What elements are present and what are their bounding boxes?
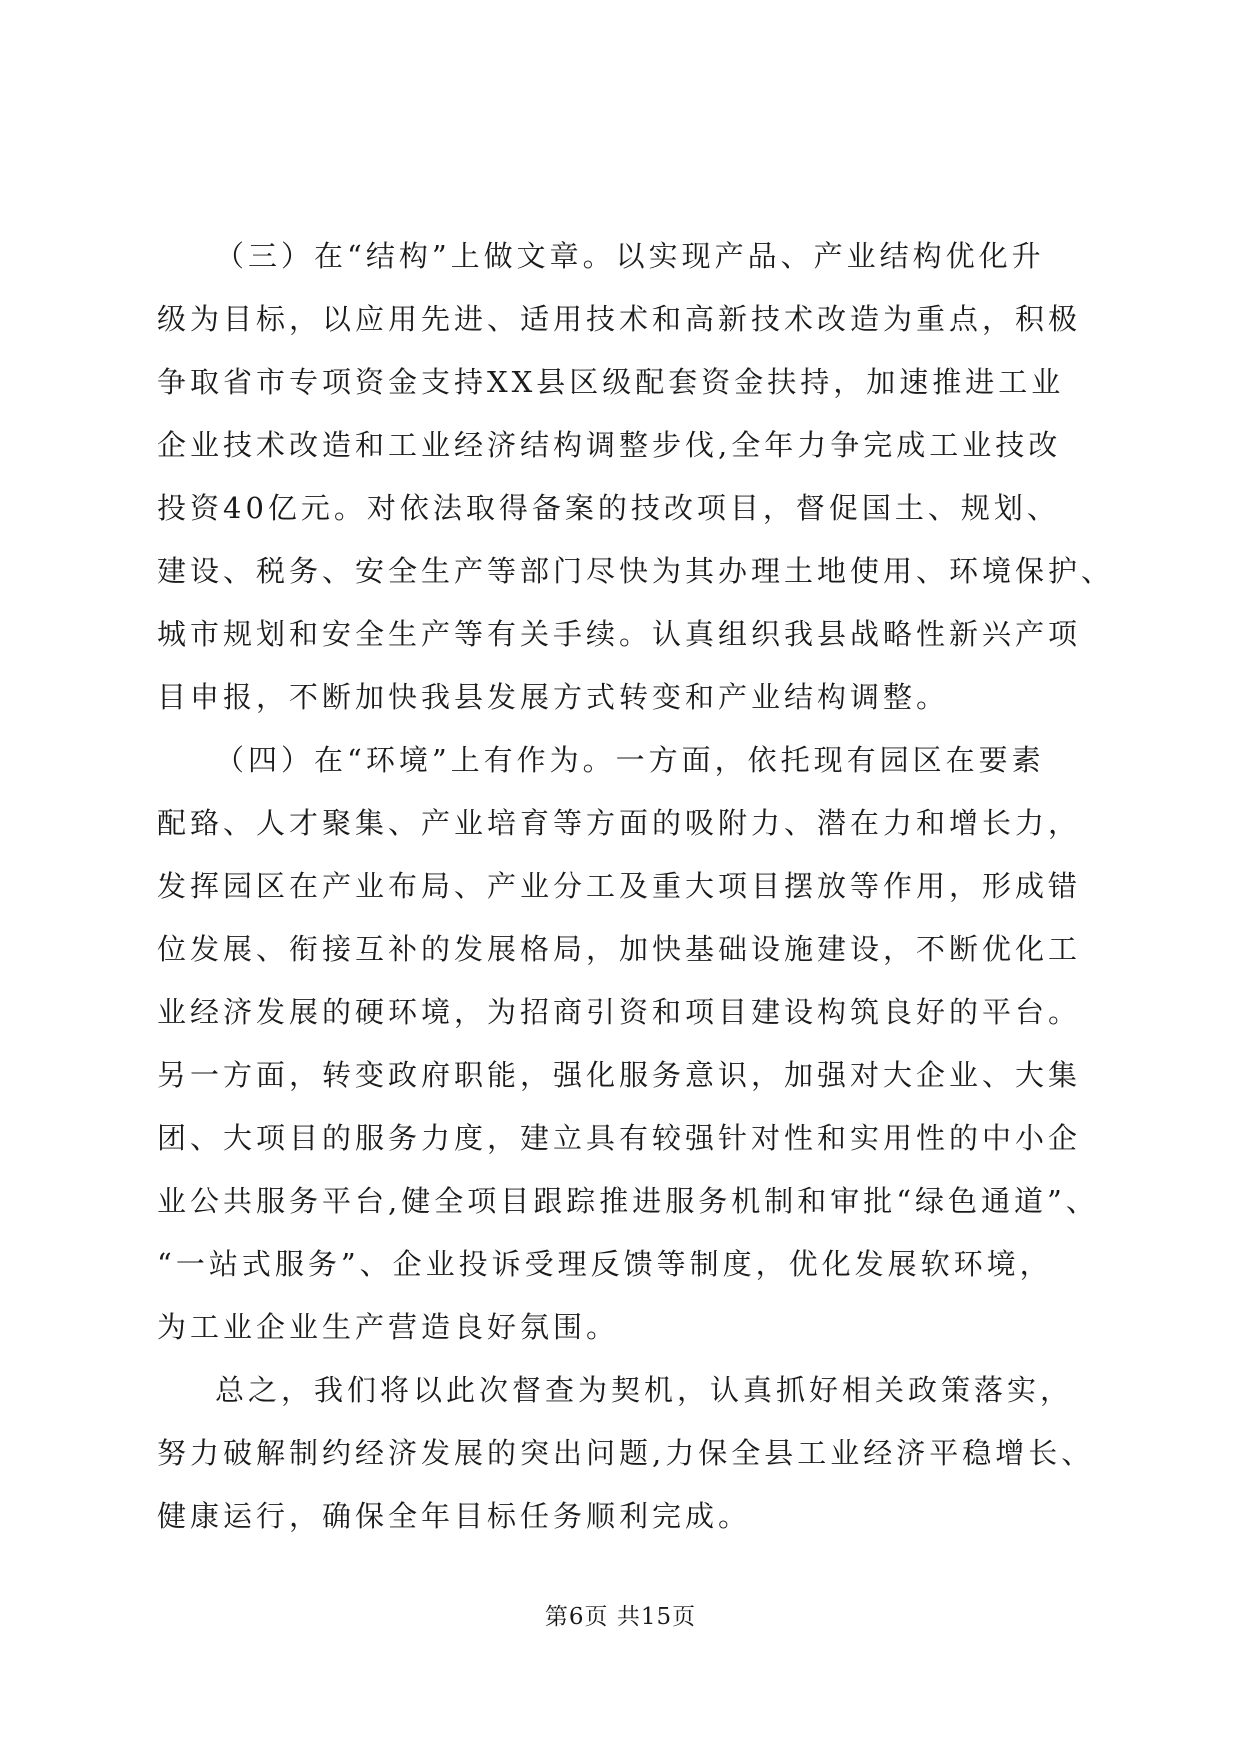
paragraph-4-line-3: 发挥园区在产业布局、产业分工及重大项目摆放等作用，形成错 <box>157 869 1082 903</box>
paragraph-4-line-1: （四）在“环境”上有作为。一方面，依托现有园区在要素 <box>215 743 1045 777</box>
paragraph-3-line-7: 城市规划和安全生产等有关手续。认真组织我县战略性新兴产项 <box>157 617 1082 651</box>
paragraph-3-line-2: 级为目标，以应用先进、适用技术和高新技术改造为重点，积极 <box>157 302 1082 336</box>
paragraph-3-line-1: （三）在“结构”上做文章。以实现产品、产业结构优化升 <box>215 239 1045 273</box>
paragraph-4-line-5: 业经济发展的硬环境，为招商引资和项目建设构筑良好的平台。 <box>157 995 1082 1029</box>
paragraph-4-line-8: 业公共服务平台,健全项目跟踪推进服务机制和审批“绿色通道”、 <box>157 1184 1099 1218</box>
paragraph-4-line-4: 位发展、衔接互补的发展格局，加快基础设施建设，不断优化工 <box>157 932 1082 966</box>
paragraph-3-line-3: 争取省市专项资金支持XX县区级配套资金扶持，加速推进工业 <box>157 365 1065 399</box>
paragraph-3-line-8: 目申报，不断加快我县发展方式转变和产业结构调整。 <box>157 680 950 714</box>
paragraph-4-line-2: 配臵、人才聚集、产业培育等方面的吸附力、潜在力和增长力， <box>157 806 1082 840</box>
conclusion-line-3: 健康运行，确保全年目标任务顺利完成。 <box>157 1499 752 1533</box>
paragraph-3-line-5: 投资40亿元。对依法取得备案的技改项目，督促国土、规划、 <box>157 491 1060 525</box>
conclusion-line-1: 总之，我们将以此次督查为契机，认真抓好相关政策落实， <box>215 1373 1074 1407</box>
page-number-footer: 第6页 共15页 <box>544 1604 697 1630</box>
paragraph-4-line-6: 另一方面，转变政府职能，强化服务意识，加强对大企业、大集 <box>157 1058 1082 1092</box>
paragraph-4-line-9: “一站式服务”、企业投诉受理反馈等制度，优化发展软环境， <box>157 1247 1053 1281</box>
paragraph-4-line-7: 团、大项目的服务力度，建立具有较强针对性和实用性的中小企 <box>157 1121 1082 1155</box>
paragraph-3-line-4: 企业技术改造和工业经济结构调整步伐,全年力争完成工业技改 <box>157 428 1062 462</box>
conclusion-line-2: 努力破解制约经济发展的突出问题,力保全县工业经济平稳增长、 <box>157 1436 1095 1470</box>
paragraph-4-line-10: 为工业企业生产营造良好氛围。 <box>157 1310 620 1344</box>
document-body <box>157 225 1115 1548</box>
paragraph-3-line-6: 建设、税务、安全生产等部门尽快为其办理土地使用、环境保护、 <box>157 554 1115 588</box>
